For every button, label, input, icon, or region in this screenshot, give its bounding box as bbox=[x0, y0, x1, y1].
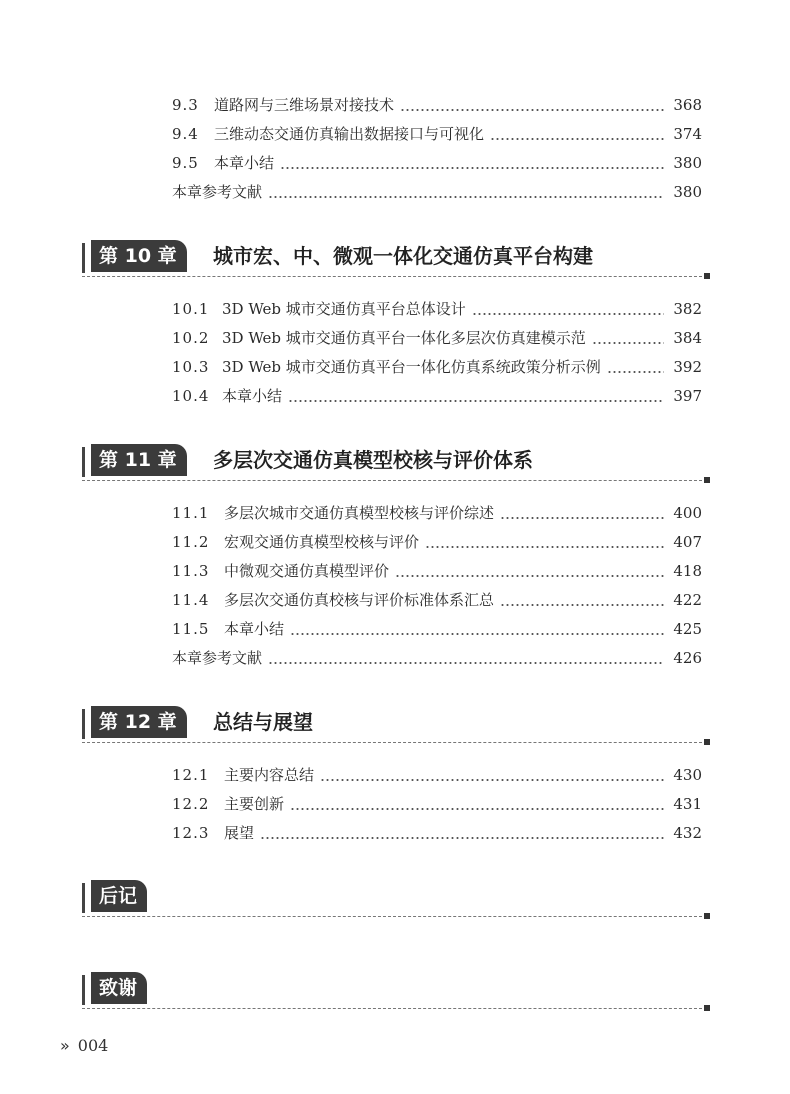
section-number: 12.2 bbox=[172, 795, 210, 813]
dot-leader bbox=[288, 400, 664, 402]
toc-entry-9-4[interactable] bbox=[0, 121, 790, 147]
section-title: 本章参考文献 bbox=[172, 183, 263, 201]
dot-leader bbox=[395, 575, 664, 577]
section-title: 展望 bbox=[224, 824, 255, 842]
page-number: 430 bbox=[673, 766, 702, 784]
section-title: 本章小结 bbox=[222, 387, 283, 405]
section-title: 多层次交通仿真校核与评价标准体系汇总 bbox=[224, 591, 495, 609]
page-number: 400 bbox=[673, 504, 702, 522]
section-number: 10.2 bbox=[172, 329, 210, 347]
chapter-bar bbox=[82, 709, 85, 739]
page-number: 432 bbox=[673, 824, 702, 842]
divider-end-mark bbox=[704, 477, 710, 483]
page-number: 397 bbox=[673, 387, 702, 405]
dot-leader bbox=[490, 138, 664, 140]
section-title: 道路网与三维场景对接技术 bbox=[214, 96, 395, 114]
chapter-bar bbox=[82, 447, 85, 477]
divider-end-mark bbox=[704, 913, 710, 919]
section-number: 12.1 bbox=[172, 766, 210, 784]
chapter-divider bbox=[82, 916, 702, 917]
toc-entry-10-4[interactable] bbox=[0, 383, 790, 409]
section-title: 中微观交通仿真模型评价 bbox=[224, 562, 390, 580]
dot-leader bbox=[425, 546, 664, 548]
page-number: 422 bbox=[673, 591, 702, 609]
toc-entry-11-4[interactable] bbox=[0, 587, 790, 613]
toc-entry-12-1[interactable] bbox=[0, 762, 790, 788]
toc-entry-9-3[interactable] bbox=[0, 92, 790, 118]
chapter-label: 第 12 章 bbox=[91, 706, 187, 738]
dot-leader bbox=[320, 779, 664, 781]
toc-entry-11-1[interactable] bbox=[0, 500, 790, 526]
toc-entry-ch11-references[interactable] bbox=[0, 645, 790, 671]
chapter-label: 后记 bbox=[91, 880, 147, 912]
chapter-title: 多层次交通仿真模型校核与评价体系 bbox=[213, 448, 533, 472]
section-title: 多层次城市交通仿真模型校核与评价综述 bbox=[224, 504, 495, 522]
divider-end-mark bbox=[704, 273, 710, 279]
section-title: 本章小结 bbox=[214, 154, 275, 172]
section-number: 10.4 bbox=[172, 387, 210, 405]
chapter-label: 第 10 章 bbox=[91, 240, 187, 272]
toc-entry-9-5[interactable] bbox=[0, 150, 790, 176]
toc-entry-11-2[interactable] bbox=[0, 529, 790, 555]
divider-end-mark bbox=[704, 739, 710, 745]
page-footer bbox=[60, 1036, 108, 1055]
chapter-divider bbox=[82, 480, 702, 481]
page-number: 392 bbox=[673, 358, 702, 376]
section-title: 主要创新 bbox=[224, 795, 285, 813]
chapter-divider bbox=[82, 742, 702, 743]
dot-leader bbox=[290, 808, 664, 810]
section-number: 11.3 bbox=[172, 562, 210, 580]
dot-leader bbox=[592, 342, 664, 344]
dot-leader bbox=[607, 371, 664, 373]
dot-leader bbox=[472, 313, 664, 315]
section-number: 9.4 bbox=[172, 125, 199, 143]
toc-entry-ch9-references[interactable] bbox=[0, 179, 790, 205]
section-number: 12.3 bbox=[172, 824, 210, 842]
section-title: 3D Web 城市交通仿真平台总体设计 bbox=[222, 300, 466, 318]
page-number: 426 bbox=[673, 649, 702, 667]
toc-entry-12-2[interactable] bbox=[0, 791, 790, 817]
dot-leader bbox=[400, 109, 664, 111]
section-title: 三维动态交通仿真输出数据接口与可视化 bbox=[214, 125, 485, 143]
page-number: 368 bbox=[673, 96, 702, 114]
folio: 004 bbox=[77, 1036, 109, 1055]
page-number: 431 bbox=[673, 795, 702, 813]
chapter-divider bbox=[82, 1008, 702, 1009]
section-number: 11.1 bbox=[172, 504, 210, 522]
toc-entry-10-3[interactable] bbox=[0, 354, 790, 380]
section-number: 9.3 bbox=[172, 96, 199, 114]
section-title: 3D Web 城市交通仿真平台一体化多层次仿真建模示范 bbox=[222, 329, 586, 347]
section-title: 宏观交通仿真模型校核与评价 bbox=[224, 533, 420, 551]
chevron-icon: » bbox=[60, 1036, 70, 1055]
page-number: 374 bbox=[673, 125, 702, 143]
chapter-title: 城市宏、中、微观一体化交通仿真平台构建 bbox=[213, 244, 593, 268]
toc-entry-11-5[interactable] bbox=[0, 616, 790, 642]
section-number: 11.5 bbox=[172, 620, 210, 638]
dot-leader bbox=[290, 633, 664, 635]
toc-entry-11-3[interactable] bbox=[0, 558, 790, 584]
afterword-heading[interactable] bbox=[82, 880, 710, 922]
dot-leader bbox=[280, 167, 664, 169]
chapter-bar bbox=[82, 243, 85, 273]
dot-leader bbox=[500, 604, 664, 606]
section-title: 本章参考文献 bbox=[172, 649, 263, 667]
chapter-divider bbox=[82, 276, 702, 277]
page-number: 418 bbox=[673, 562, 702, 580]
divider-end-mark bbox=[704, 1005, 710, 1011]
section-number: 10.1 bbox=[172, 300, 210, 318]
section-number: 11.4 bbox=[172, 591, 210, 609]
chapter-title: 总结与展望 bbox=[213, 710, 313, 734]
dot-leader bbox=[260, 837, 664, 839]
toc-entry-10-2[interactable] bbox=[0, 325, 790, 351]
section-title: 本章小结 bbox=[224, 620, 285, 638]
toc-entry-12-3[interactable] bbox=[0, 820, 790, 846]
chapter-bar bbox=[82, 883, 85, 913]
dot-leader bbox=[500, 517, 664, 519]
acknowledgements-heading[interactable] bbox=[82, 972, 710, 1014]
page-number: 382 bbox=[673, 300, 702, 318]
section-title: 主要内容总结 bbox=[224, 766, 315, 784]
page-number: 380 bbox=[673, 154, 702, 172]
chapter-label: 致谢 bbox=[91, 972, 147, 1004]
chapter-bar bbox=[82, 975, 85, 1005]
section-title: 3D Web 城市交通仿真平台一体化仿真系统政策分析示例 bbox=[222, 358, 601, 376]
chapter-10-heading[interactable] bbox=[82, 240, 710, 282]
section-number: 10.3 bbox=[172, 358, 210, 376]
page-number: 380 bbox=[673, 183, 702, 201]
dot-leader bbox=[268, 662, 664, 664]
section-number: 9.5 bbox=[172, 154, 199, 172]
section-number: 11.2 bbox=[172, 533, 210, 551]
page-number: 384 bbox=[673, 329, 702, 347]
page-number: 407 bbox=[673, 533, 702, 551]
chapter-11-heading[interactable] bbox=[82, 444, 710, 486]
toc-entry-10-1[interactable] bbox=[0, 296, 790, 322]
page-number: 425 bbox=[673, 620, 702, 638]
chapter-12-heading[interactable] bbox=[82, 706, 710, 748]
chapter-label: 第 11 章 bbox=[91, 444, 187, 476]
dot-leader bbox=[268, 196, 664, 198]
